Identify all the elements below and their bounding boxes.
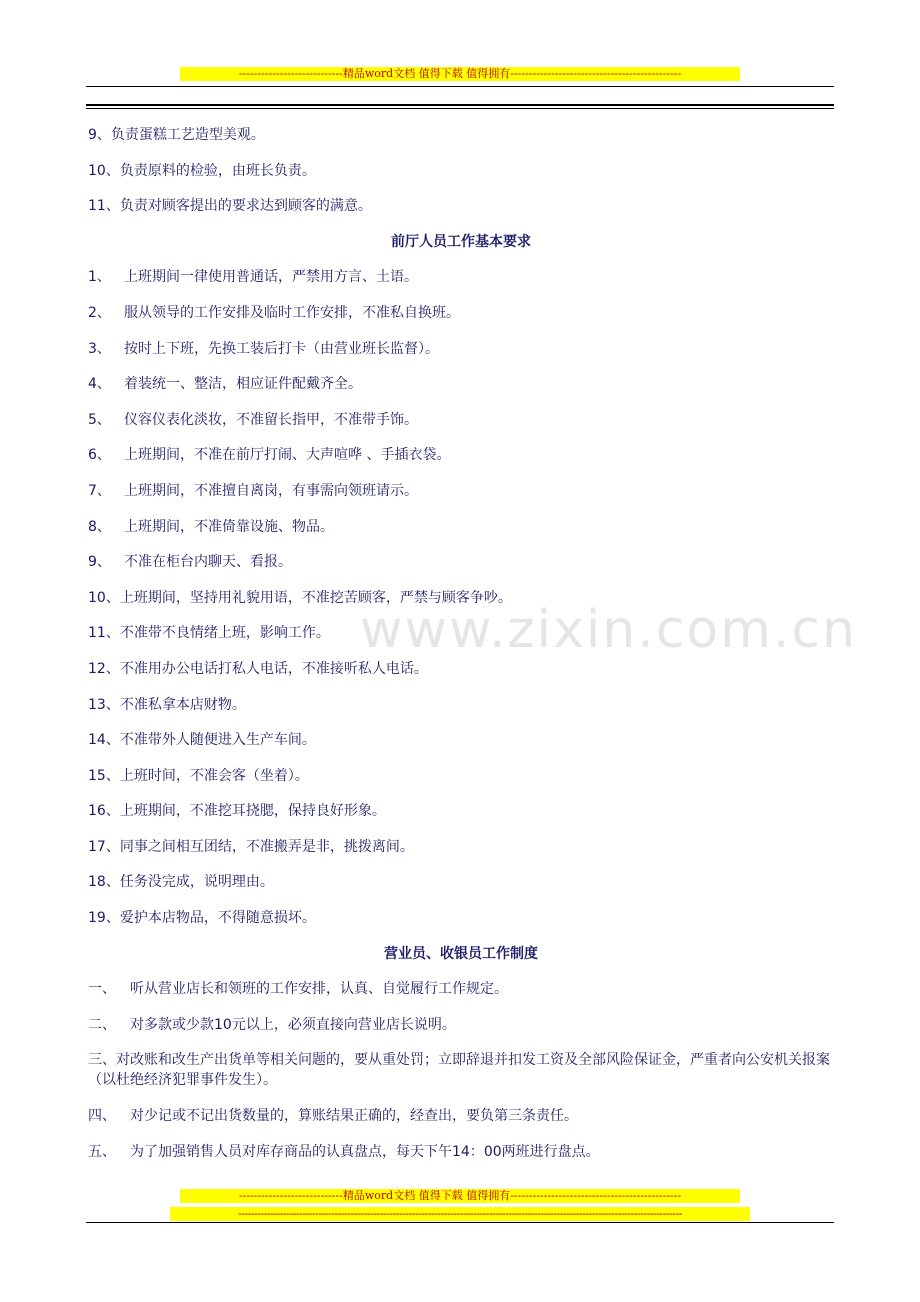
item-number: 10、 xyxy=(88,589,120,606)
list-item xyxy=(88,801,834,821)
list-item xyxy=(88,659,834,679)
item-text: 着装统一、整洁，相应证件配戴齐全。 xyxy=(124,376,362,393)
item-number: 7、 xyxy=(88,482,111,499)
section-front-staff-rules xyxy=(88,267,834,928)
item-number: 三、 xyxy=(88,1052,116,1069)
item-number: 1、 xyxy=(88,269,111,286)
item-number: 五、 xyxy=(88,1143,116,1160)
item-text: 任务没完成，说明理由。 xyxy=(119,874,274,891)
item-text: 听从营业店长和领班的工作安排，认真、自觉履行工作规定。 xyxy=(130,981,508,998)
item-number: 18、 xyxy=(88,874,120,891)
item-number: 11、 xyxy=(88,625,120,642)
item-number: 14、 xyxy=(88,732,120,749)
item-text: 负责原料的检验，由班长负责。 xyxy=(119,162,316,179)
item-text: 不准带不良情绪上班，影响工作。 xyxy=(119,625,330,642)
section-title-front-staff: 前厅人员工作基本要求 xyxy=(391,233,531,250)
item-text: 上班期间，不准挖耳挠腮，保持良好形象。 xyxy=(119,803,386,820)
list-item xyxy=(88,1106,834,1126)
item-text: 不准带外人随便进入生产车间。 xyxy=(119,732,316,749)
item-number: 12、 xyxy=(88,660,120,677)
item-number: 8、 xyxy=(88,518,111,535)
document-body xyxy=(88,125,834,1177)
item-number: 一、 xyxy=(88,981,116,998)
item-number: 17、 xyxy=(88,838,120,855)
list-item xyxy=(88,267,834,287)
list-item xyxy=(88,445,834,465)
list-item xyxy=(88,1015,834,1035)
item-text: 上班期间，坚持用礼貌用语，不准挖苦顾客，严禁与顾客争吵。 xyxy=(119,589,512,606)
item-text: 负责蛋糕工艺造型美观。 xyxy=(110,127,265,143)
item-number: 13、 xyxy=(88,696,120,713)
item-text: 不准私拿本店财物。 xyxy=(119,696,246,713)
item-number: 2、 xyxy=(88,304,111,321)
item-text: 按时上下班，先换工装后打卡（由营业班长监督）。 xyxy=(124,340,439,357)
footer-dashes: ------------------------------------------------------------------------------------------------------------------------------------------ xyxy=(170,1207,750,1221)
item-number: 19、 xyxy=(88,910,120,927)
list-item xyxy=(88,872,834,892)
item-number: 二、 xyxy=(88,1016,116,1033)
section-cashier-rules xyxy=(88,979,834,1161)
watermark: www.zixin.com.cn xyxy=(360,600,857,660)
item-text: 负责对顾客提出的要求达到顾客的满意。 xyxy=(119,198,372,215)
header-rule-top xyxy=(86,104,834,106)
item-number: 16、 xyxy=(88,803,120,820)
list-item xyxy=(88,125,834,145)
item-text: 上班时间，不准会客（坐着）。 xyxy=(119,767,309,784)
list-item xyxy=(88,481,834,501)
item-text: 仪容仪表化淡妆，不准留长指甲，不准带手饰。 xyxy=(124,411,418,428)
list-item xyxy=(88,161,834,181)
item-number: 四、 xyxy=(88,1108,116,1125)
item-text: 上班期间，不准擅自离岗，有事需向领班请示。 xyxy=(124,482,418,499)
item-text: 上班期间，不准倚靠设施、物品。 xyxy=(124,518,334,535)
item-number: 9、 xyxy=(88,554,111,571)
list-item xyxy=(88,730,834,750)
section-bakery-duties xyxy=(88,125,834,216)
item-number: 9、 xyxy=(88,127,111,143)
footer-rule xyxy=(86,1222,834,1223)
list-item xyxy=(88,196,834,216)
item-text: 爱护本店物品，不得随意损坏。 xyxy=(119,910,316,927)
list-item xyxy=(88,979,834,999)
item-number: 5、 xyxy=(88,411,111,428)
item-text: 同事之间相互团结，不准搬弄是非，挑拨离间。 xyxy=(119,838,414,855)
footer-banner: ----------------------------精品word文档 值得下载 值得拥有---------------------------------------------- xyxy=(180,1189,740,1203)
item-text: 不准在柜台内聊天、看报。 xyxy=(124,554,292,571)
item-text: 为了加强销售人员对库存商品的认真盘点，每天下午14：00两班进行盘点。 xyxy=(130,1143,600,1160)
item-number: 6、 xyxy=(88,447,111,464)
list-item xyxy=(88,766,834,786)
header-rule-bottom xyxy=(86,108,834,109)
item-number: 4、 xyxy=(88,376,111,393)
header-banner: ----------------------------精品word文档 值得下载 值得拥有---------------------------------------------- xyxy=(180,67,740,81)
list-item xyxy=(88,837,834,857)
item-text: 对改账和改生产出货单等相关问题的，要从重处罚；立即辞退并扣发工资及全部风险保证金，严重者向公安机关报案（以杜绝经济犯罪事件发生）。 xyxy=(88,1052,830,1089)
item-text: 上班期间，不准在前厅打闹、大声喧哗 、手插衣袋。 xyxy=(124,447,451,464)
list-item xyxy=(88,410,834,430)
list-item xyxy=(88,588,834,608)
list-item xyxy=(88,908,834,928)
item-text: 上班期间一律使用普通话，严禁用方言、土语。 xyxy=(124,269,418,286)
list-item xyxy=(88,303,834,323)
list-item xyxy=(88,517,834,537)
header-rule-thin xyxy=(86,86,834,87)
item-text: 不准用办公电话打私人电话，不准接听私人电话。 xyxy=(119,660,428,677)
list-item xyxy=(88,374,834,394)
list-item xyxy=(88,552,834,572)
list-item xyxy=(88,1050,834,1090)
item-text: 对少记或不记出货数量的，算账结果正确的，经查出，要负第三条责任。 xyxy=(130,1108,578,1125)
list-item xyxy=(88,695,834,715)
item-number: 10、 xyxy=(88,162,120,179)
list-item xyxy=(88,339,834,359)
item-text: 对多款或少款10元以上，必须直接向营业店长说明。 xyxy=(130,1016,456,1033)
item-text: 服从领导的工作安排及临时工作安排，不准私自换班。 xyxy=(124,304,460,321)
item-number: 15、 xyxy=(88,767,120,784)
list-item xyxy=(88,1142,834,1162)
item-number: 3、 xyxy=(88,340,111,357)
list-item xyxy=(88,623,834,643)
item-number: 11、 xyxy=(88,198,120,215)
section-title-cashier: 营业员、收银员工作制度 xyxy=(384,945,538,962)
